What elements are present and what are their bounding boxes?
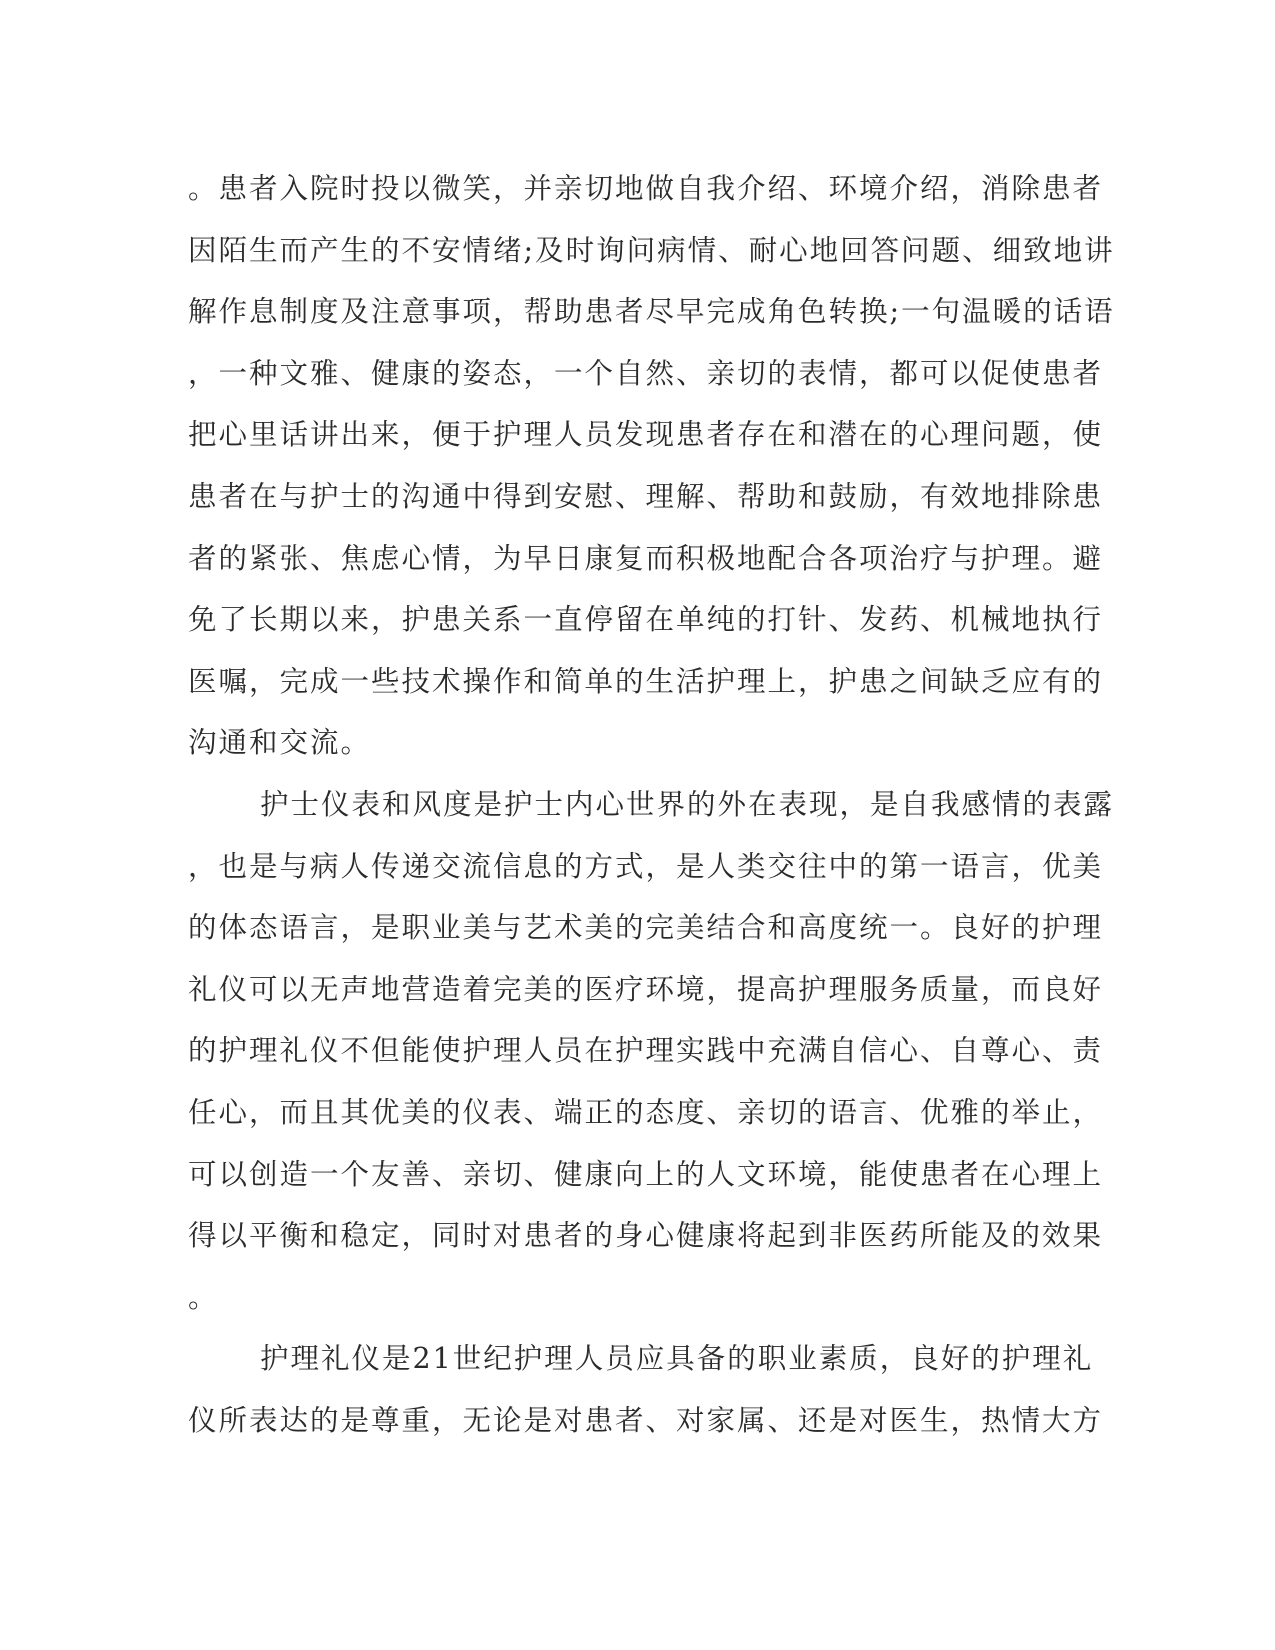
text-line: 者的紧张、焦虑心情，为早日康复而积极地配合各项治疗与护理。避 [188, 541, 1104, 575]
text-line: 护士仪表和风度是护士内心世界的外在表现，是自我感情的表露 [260, 787, 1115, 821]
text-line: ，也是与病人传递交流信息的方式，是人类交往中的第一语言，优美 [188, 849, 1104, 883]
paragraph-2 [188, 774, 1115, 1328]
text-line: 得以平衡和稳定，同时对患者的身心健康将起到非医药所能及的效果 [188, 1219, 1104, 1253]
text-line: 解作息制度及注意事项，帮助患者尽早完成角色转换;一句温暖的话语 [188, 295, 1115, 329]
text-line: 的护理礼仪不但能使护理人员在护理实践中充满自信心、自尊心、责 [188, 1034, 1104, 1068]
text-line: 。患者入院时投以微笑，并亲切地做自我介绍、环境介绍，消除患者 [188, 172, 1104, 205]
text-line: 。 [188, 1280, 219, 1314]
text-line: 医嘱，完成一些技术操作和简单的生活护理上，护患之间缺乏应有的 [188, 664, 1104, 698]
text-line: 免了长期以来，护患关系一直停留在单纯的打针、发药、机械地执行 [188, 603, 1104, 637]
paragraph-3 [188, 1328, 1104, 1451]
text-line: 可以创造一个友善、亲切、健康向上的人文环境，能使患者在心理上 [188, 1157, 1104, 1191]
document-body [188, 158, 1115, 1451]
text-line: 护理礼仪是21世纪护理人员应具备的职业素质，良好的护理礼 [260, 1342, 1094, 1376]
text-line: 仪所表达的是尊重，无论是对患者、对家属、还是对医生，热情大方 [188, 1403, 1104, 1437]
paragraph-1 [188, 158, 1115, 774]
text-line: 任心，而且其优美的仪表、端正的态度、亲切的语言、优雅的举止， [188, 1095, 1104, 1129]
text-line: 的体态语言，是职业美与艺术美的完美结合和高度统一。良好的护理 [188, 911, 1104, 945]
text-line: 把心里话讲出来，便于护理人员发现患者存在和潜在的心理问题，使 [188, 418, 1104, 452]
text-line: 因陌生而产生的不安情绪;及时询问病情、耐心地回答问题、细致地讲 [188, 233, 1115, 267]
text-line: 沟通和交流。 [188, 726, 372, 760]
text-line: 礼仪可以无声地营造着完美的医疗环境，提高护理服务质量，而良好 [188, 972, 1104, 1006]
text-line: 患者在与护士的沟通中得到安慰、理解、帮助和鼓励，有效地排除患 [188, 479, 1104, 513]
text-line: ，一种文雅、健康的姿态，一个自然、亲切的表情，都可以促使患者 [188, 356, 1104, 390]
